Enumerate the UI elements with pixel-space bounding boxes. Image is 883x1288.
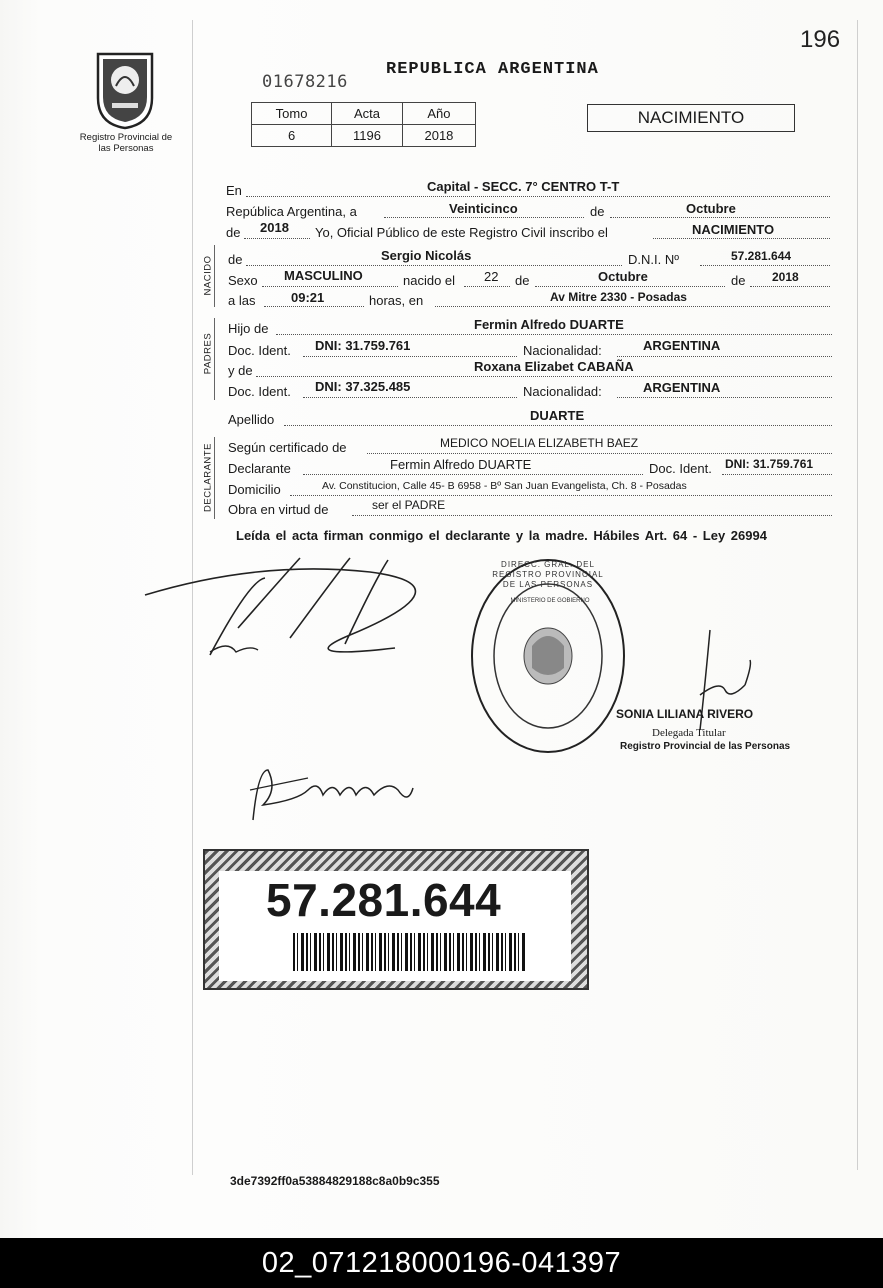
alas-label: a las <box>228 293 256 308</box>
apellido-line <box>284 425 832 426</box>
month-value: Octubre <box>686 201 736 216</box>
record-type-box: NACIMIENTO <box>587 104 795 132</box>
domicilio-label: Domicilio <box>228 482 281 497</box>
declarante-doc-line <box>722 474 832 475</box>
seal-inner-text: MINISTERIO DE GOBIERNO <box>510 598 590 604</box>
sticker-number: 57.281.644 <box>266 874 502 926</box>
page-number: 196 <box>800 26 841 53</box>
father-nac-label: Nacionalidad: <box>523 343 602 358</box>
inscribo-value: NACIMIENTO <box>692 222 775 237</box>
name-line <box>246 265 622 266</box>
registry-table <box>251 102 476 147</box>
misiones-emblem <box>92 48 158 130</box>
yo-label: Yo, Oficial Público de este Registro Civil inscribo el <box>315 225 608 240</box>
birth-time: 09:21 <box>291 290 325 305</box>
sexo-line <box>262 286 398 287</box>
month-line <box>610 217 830 218</box>
apellido-value: DUARTE <box>530 408 585 423</box>
domicilio-line <box>290 495 832 496</box>
sexo-value: MASCULINO <box>284 268 363 283</box>
mother-line <box>256 376 832 377</box>
declarante-label: Declarante <box>228 461 291 476</box>
declarante-dni: DNI: 31.759.761 <box>725 457 814 471</box>
header-anio: Año <box>402 103 475 125</box>
official-title: Delegada Titular <box>652 727 726 739</box>
dni-line <box>700 265 830 266</box>
obra-value: ser el PADRE <box>372 498 446 512</box>
declarante-name: Fermin Alfredo DUARTE <box>390 457 532 472</box>
year-value: 2018 <box>260 220 289 235</box>
en-label: En <box>226 183 242 198</box>
birth-day: 22 <box>484 269 499 284</box>
official-name: SONIA LILIANA RIVERO <box>616 707 754 721</box>
de-label-2: de <box>226 225 241 240</box>
apellido-label: Apellido <box>228 412 275 427</box>
obra-label: Obra en virtud de <box>228 502 329 517</box>
birth-month-line <box>535 286 725 287</box>
anio-value: 2018 <box>402 125 475 147</box>
mother-dni: DNI: 37.325.485 <box>315 379 411 394</box>
time-line <box>264 306 364 307</box>
nacido-section-label: NACIDO <box>202 255 214 296</box>
y-de-label: y de <box>228 363 253 378</box>
mother-doc-label: Doc. Ident. <box>228 384 291 399</box>
de-label-5: de <box>731 273 746 288</box>
horas-label: horas, en <box>369 293 424 308</box>
de-label-3: de <box>228 252 243 267</box>
declarante-line <box>303 474 643 475</box>
father-nac-line <box>617 356 832 357</box>
birth-place: Av Mitre 2330 - Posadas <box>550 290 687 304</box>
en-line <box>246 196 830 197</box>
mother-nac-line <box>617 397 832 398</box>
header-tomo: Tomo <box>252 103 332 125</box>
certificado-label: Según certificado de <box>228 440 347 455</box>
father-doc-line <box>303 356 517 357</box>
republica-label: República Argentina, a <box>226 204 357 219</box>
footer-filename: 02_071218000196-041397 <box>0 1238 883 1288</box>
domicilio-value: Av. Constitucion, Calle 45- B 6958 - Bº San Juan Evangelista, Ch. 8 - Posadas <box>322 480 687 492</box>
right-margin-line <box>857 20 858 1170</box>
father-name: Fermin Alfredo DUARTE <box>474 317 624 332</box>
mother-name: Roxana Elizabet CABAÑA <box>474 359 634 374</box>
mother-nationality: ARGENTINA <box>643 380 721 395</box>
child-dni: 57.281.644 <box>731 249 792 263</box>
birth-day-line <box>464 286 510 287</box>
logo-caption: Registro Provincial de las Personas <box>79 132 173 154</box>
de-label-1: de <box>590 204 605 219</box>
sexo-label: Sexo <box>228 273 258 288</box>
father-doc-label: Doc. Ident. <box>228 343 291 358</box>
declarante-section-label: DECLARANTE <box>202 443 214 512</box>
day-in-words: Veinticinco <box>449 201 518 216</box>
mother-signature <box>238 750 428 830</box>
birth-month: Octubre <box>598 269 648 284</box>
serial-number: 01678216 <box>262 72 348 92</box>
inscribo-line <box>653 238 830 239</box>
document-hash: 3de7392ff0a53884829188c8a0b9c355 <box>230 1174 440 1188</box>
acta-value: 1196 <box>332 125 403 147</box>
de-label-4: de <box>515 273 530 288</box>
mother-nac-label: Nacionalidad: <box>523 384 602 399</box>
certificado-line <box>367 453 832 454</box>
header-acta: Acta <box>332 103 403 125</box>
father-line <box>276 334 832 335</box>
declarante-doc-label: Doc. Ident. <box>649 461 712 476</box>
tomo-value: 6 <box>252 125 332 147</box>
document-title: REPUBLICA ARGENTINA <box>386 60 599 79</box>
mother-doc-line <box>303 397 517 398</box>
father-nationality: ARGENTINA <box>643 338 721 353</box>
birth-place-line <box>435 306 830 307</box>
sticker-barcode <box>293 933 525 971</box>
place-of-registry: Capital - SECC. 7° CENTRO T-T <box>427 179 620 194</box>
father-dni: DNI: 31.759.761 <box>315 338 411 353</box>
obra-line <box>352 515 832 516</box>
dni-label: D.N.I. Nº <box>628 252 679 267</box>
hijo-de-label: Hijo de <box>228 321 269 336</box>
closing-text: Leída el acta firman conmigo el declarante y la madre. Hábiles Art. 64 - Ley 26994 <box>236 528 767 543</box>
seal-ring-text: DIRECC. GRAL. DEL REGISTRO PROVINCIAL DE LAS PERSONAS <box>492 560 604 589</box>
nacido-el-label: nacido el <box>403 273 456 288</box>
padres-section-label: PADRES <box>202 332 214 375</box>
day-line <box>384 217 584 218</box>
declarante-signature <box>140 540 500 670</box>
official-office: Registro Provincial de las Personas <box>620 741 791 752</box>
year-line <box>244 238 310 239</box>
child-name: Sergio Nicolás <box>381 248 472 263</box>
birth-year-line <box>750 286 830 287</box>
certificado-value: MEDICO NOELIA ELIZABETH BAEZ <box>440 436 639 450</box>
birth-year: 2018 <box>772 270 799 284</box>
